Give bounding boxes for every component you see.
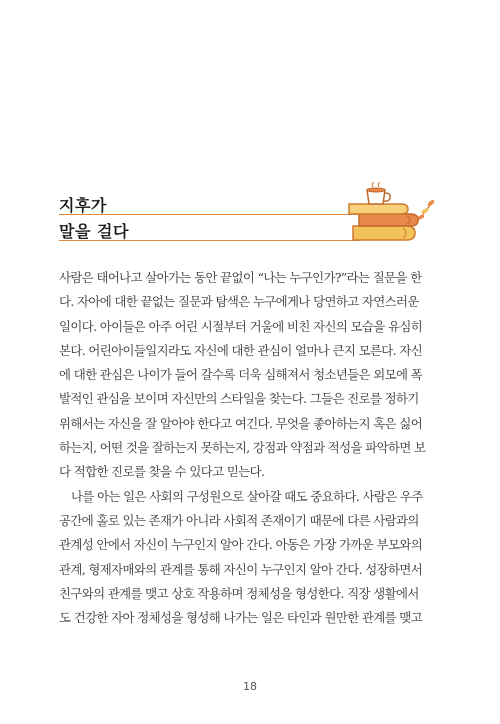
text-line: 사람은 태어나고 살아가는 동안 끝없이 “나는 누구인가?”라는 질문을 한 — [59, 270, 422, 285]
section-heading-line-2: 말을 걸다 — [59, 222, 129, 241]
heading-underline — [59, 214, 359, 215]
heading-underline — [59, 240, 359, 241]
text-line: 나를 아는 일은 사회의 구성원으로 살아갈 때도 중요하다. 사람은 우주 — [71, 488, 423, 504]
paragraph — [59, 485, 441, 631]
text-line: 공간에 홀로 있는 존재가 아니라 사회적 존재이기 때문에 다른 사람과의 — [59, 512, 419, 528]
section-heading-line-1: 지후가 — [59, 196, 107, 215]
text-line: 발적인 관심을 보이며 자신만의 스타일을 찾는다. 그들은 진로를 정하기 — [59, 391, 419, 407]
body-text — [59, 266, 441, 630]
text-line: 일이다. 아이들은 아주 어린 시절부터 거울에 비친 자신의 모습을 유심히 — [59, 318, 423, 334]
text-line: 다 적합한 진로를 찾을 수 있다고 믿는다. — [59, 464, 265, 480]
text-line: 에 대한 관심은 나이가 들어 갈수록 더욱 심해져서 청소년들은 외모에 폭 — [59, 367, 423, 383]
text-line: 도 건강한 자아 정체성을 형성해 나가는 일은 타인과 원만한 관계를 맺고 — [59, 610, 423, 626]
text-line: 하는지, 어떤 것을 잘하는지 못하는지, 강점과 약점과 적성을 파악하면 보 — [59, 440, 426, 456]
text-line: 본다. 어린아이들일지라도 자신에 대한 관심이 얼마나 큰지 모른다. 자신 — [59, 342, 423, 358]
text-line: 위해서는 자신을 잘 알아야 한다고 여긴다. 무엇을 좋아하는지 혹은 싫어 — [59, 415, 423, 431]
page-number: 18 — [243, 680, 257, 693]
text-line: 관계성 안에서 자신이 누구인지 알아 간다. 아동은 가장 가까운 부모와의 — [59, 537, 423, 553]
text-line: 친구와의 관계를 맺고 상호 작용하며 정체성을 형성한다. 직장 생활에서 — [59, 585, 419, 601]
text-line: 관계, 형제자매와의 관계를 통해 자신이 누구인지 알아 간다. 성장하면서 — [59, 561, 423, 577]
text-line: 다. 자아에 대한 끝없는 질문과 탐색은 누구에게나 당연하고 자연스러운 — [59, 294, 419, 310]
books-and-coffee-cup-icon — [345, 182, 440, 246]
paragraph — [59, 266, 441, 485]
